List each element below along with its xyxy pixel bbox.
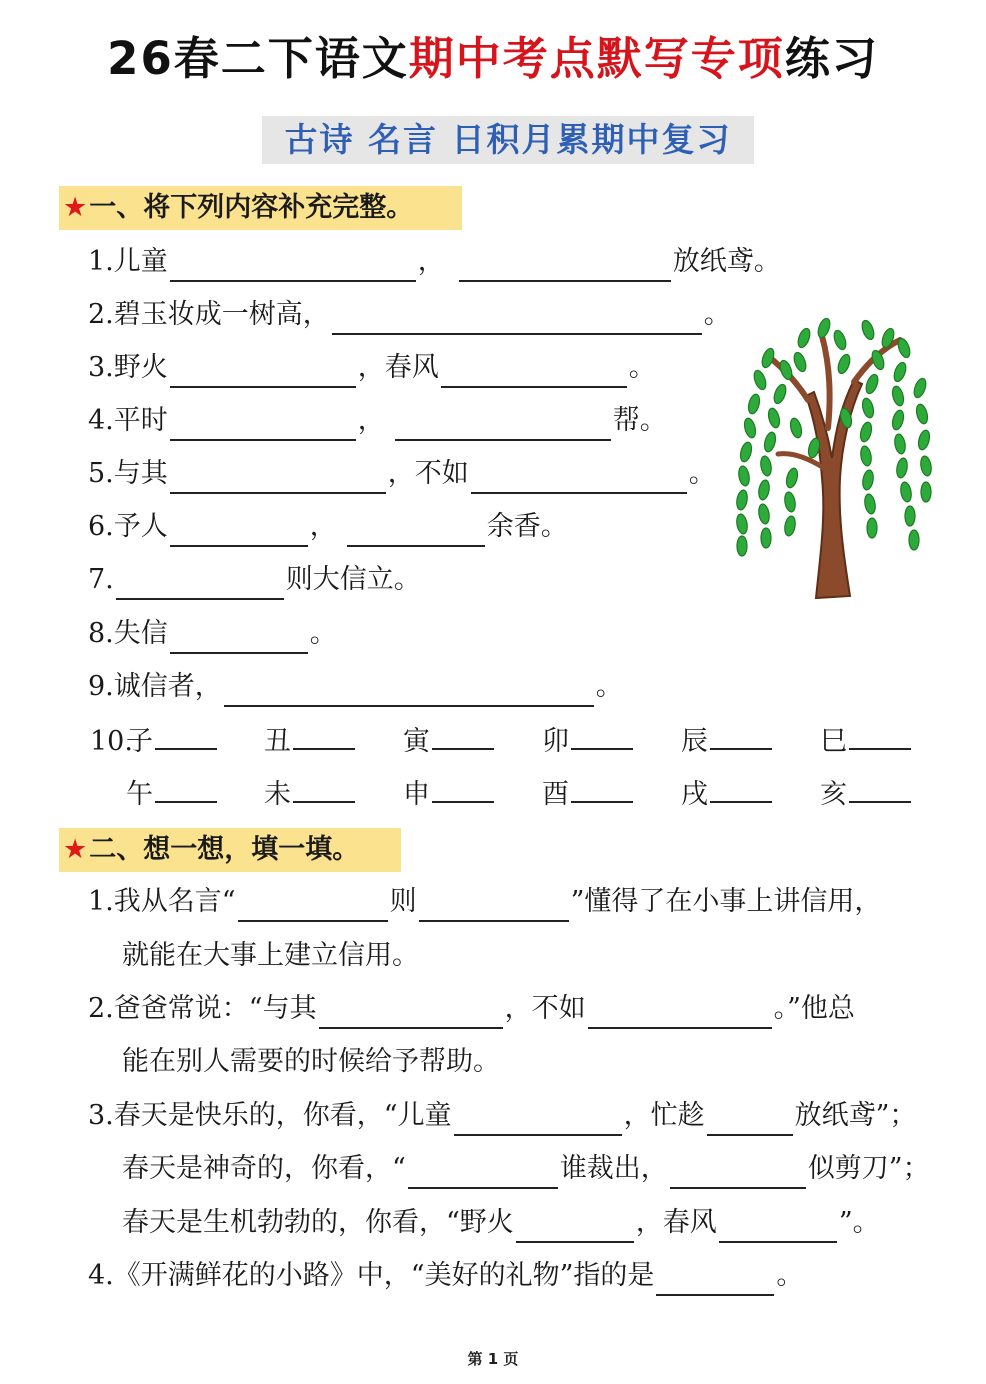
answer-blank[interactable] [238,894,388,922]
zodiac-number: 10. [90,726,133,757]
section-2-title: 二、想一想，填一填。 [89,834,360,865]
answer-blank[interactable] [293,722,355,750]
fill-item-9: 9.诚信者， 。 [88,667,623,707]
answer-blank[interactable] [710,775,772,803]
title-part3: 练习 [784,32,879,85]
q3-line-3: 春天是生机勃勃的，你看，“野火 ，春风 ”。 [122,1203,880,1243]
answer-blank[interactable] [293,775,355,803]
fill-item-4: 4.平时 ， 帮。 [88,401,667,441]
page-subtitle: 古诗 名言 日积月累期中复习 [262,116,754,164]
zodiac-item [403,722,496,762]
answer-blank[interactable] [408,1161,558,1189]
zodiac-label: 亥 [820,779,847,810]
zodiac-item [126,775,219,815]
answer-blank[interactable] [170,626,308,654]
fill-item-1: 1.儿童 ， 放纸鸢。 [88,242,781,282]
zodiac-label: 未 [264,779,291,810]
zodiac-item [403,775,496,815]
q3-line-1: 3.春天是快乐的，你看，“儿童 ，忙趁 放纸鸢”； [88,1096,916,1136]
zodiac-label: 寅 [403,726,430,757]
answer-blank[interactable] [155,775,217,803]
star-icon: ★ [63,192,88,223]
answer-blank[interactable] [459,254,671,282]
zodiac-label: 酉 [542,779,569,810]
fill-item-2: 2.碧玉妆成一树高， 。 [88,295,731,335]
answer-blank[interactable] [656,1268,774,1296]
answer-blank[interactable] [571,775,633,803]
page-number: 第 1 页 [467,1350,519,1368]
answer-blank[interactable] [347,519,485,547]
fill-item-6: 6.予人 ， 余香。 [88,507,568,547]
answer-blank[interactable] [170,413,356,441]
willow-tree-icon [728,318,934,604]
zodiac-item [264,722,357,762]
answer-blank[interactable] [710,722,772,750]
fill-item-3: 3.野火 ，春风 。 [88,348,656,388]
zodiac-item [820,775,913,815]
answer-blank[interactable] [849,775,911,803]
zodiac-label: 戌 [681,779,708,810]
zodiac-item [681,722,774,762]
zodiac-item [542,722,635,762]
q1-line-1: 1.我从名言“ 则 ”懂得了在小事上讲信用， [88,882,881,922]
answer-blank[interactable] [170,466,386,494]
zodiac-label: 申 [403,779,430,810]
answer-blank[interactable] [155,722,217,750]
zodiac-label: 巳 [820,726,847,757]
zodiac-item [542,775,635,815]
q2-line-2: 能在别人需要的时候给予帮助。 [122,1046,500,1077]
q2-line-1: 2.爸爸常说：“与其 ，不如 。”他总 [88,989,855,1029]
q3-line-2: 春天是神奇的，你看，“ 谁裁出， 似剪刀”； [122,1149,930,1189]
answer-blank[interactable] [419,894,569,922]
zodiac-label: 辰 [681,726,708,757]
fill-item-5: 5.与其 ，不如 。 [88,454,716,494]
title-part2: 期中考点默写专项 [408,32,785,85]
zodiac-item [126,722,219,762]
section-2-heading [59,828,401,872]
star-icon: ★ [63,834,88,865]
zodiac-label: 丑 [264,726,291,757]
section-1-title: 一、将下列内容补充完整。 [89,192,414,223]
answer-blank[interactable] [116,572,284,600]
zodiac-item [264,775,357,815]
answer-blank[interactable] [395,413,611,441]
q4-line: 4.《开满鲜花的小路》中，“美好的礼物”指的是 。 [88,1256,803,1296]
answer-blank[interactable] [571,722,633,750]
answer-blank[interactable] [454,1108,622,1136]
zodiac-item [681,775,774,815]
answer-blank[interactable] [432,775,494,803]
answer-blank[interactable] [319,1001,503,1029]
q1-line-2: 就能在大事上建立信用。 [122,940,419,971]
fill-item-7: 7. 则大信立。 [88,560,421,600]
answer-blank[interactable] [588,1001,772,1029]
answer-blank[interactable] [471,466,687,494]
answer-blank[interactable] [670,1161,806,1189]
answer-blank[interactable] [849,722,911,750]
section-1-heading [59,186,462,230]
page-title [0,28,986,90]
zodiac-label: 子 [126,726,153,757]
answer-blank[interactable] [224,679,594,707]
answer-blank[interactable] [516,1215,634,1243]
answer-blank[interactable] [441,360,627,388]
answer-blank[interactable] [332,307,702,335]
answer-blank[interactable] [170,519,308,547]
answer-blank[interactable] [170,360,356,388]
fill-item-8: 8.失信 。 [88,614,337,654]
zodiac-label: 午 [126,779,153,810]
answer-blank[interactable] [170,254,416,282]
zodiac-label: 卯 [542,726,569,757]
title-part1: 26春二下语文 [107,32,409,85]
answer-blank[interactable] [707,1108,793,1136]
answer-blank[interactable] [719,1215,837,1243]
answer-blank[interactable] [432,722,494,750]
zodiac-item [820,722,913,762]
